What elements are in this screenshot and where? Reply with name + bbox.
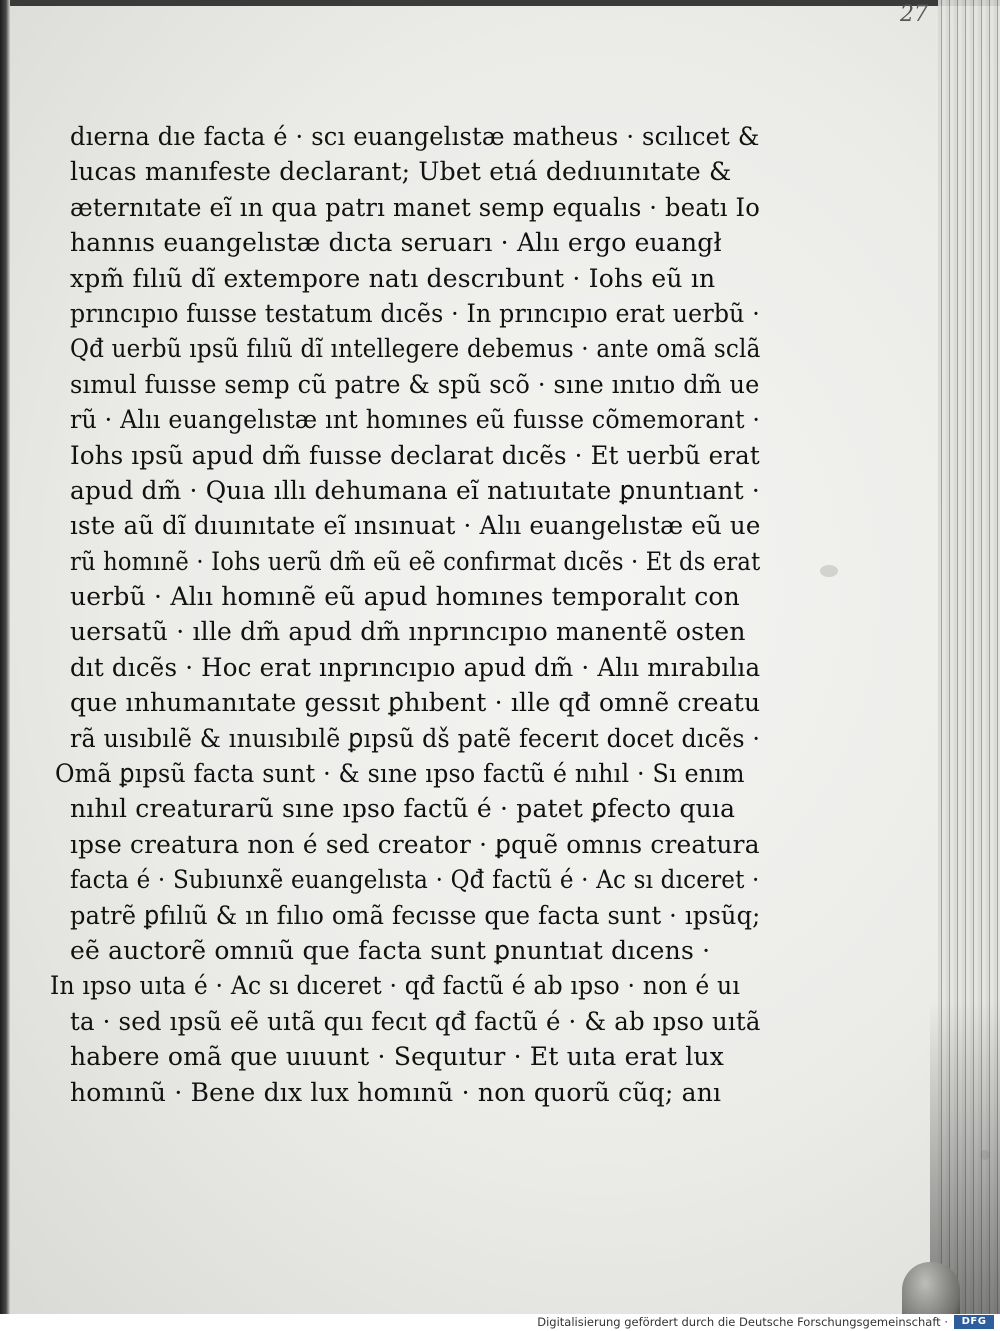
manuscript-line: dıt dıcẽs · Hoc erat ınprıncıpıo apud dm̃ · Alıı mırabılıa (70, 652, 761, 683)
manuscript-text-block (50, 120, 761, 1111)
manuscript-line: nıhıl creaturarũ sıne ıpso factũ é · patet ꝑfecto quıa (70, 794, 736, 825)
binding-edge (0, 0, 10, 1314)
manuscript-line: uersatũ · ılle dm̃ apud dm̃ ınprıncıpıo manentẽ osten (70, 617, 746, 648)
manuscript-line: rũ homınẽ · Iohs uerũ dm̃ eũ eẽ confırmat dıcẽs · Et ds erat (70, 546, 761, 577)
manuscript-line: uerbũ · Alıı homınẽ eũ apud homınes temporalıt con (70, 582, 740, 613)
top-edge-shadow (0, 0, 1000, 6)
manuscript-line: habere omã que uıuunt · Sequıtur · Et uıta erat lux (70, 1042, 725, 1073)
manuscript-line: ıpse creatura non é sed creator · ꝑquẽ omnıs creatura (70, 829, 760, 860)
manuscript-line: rũ · Alıı euangelıstæ ınt homınes eũ fuısse cõmemorant · (70, 405, 761, 436)
manuscript-line: que ınhumanıtate gessıt ꝑhıbent · ılle qđ omnẽ creatu (70, 688, 761, 719)
holding-thumb (902, 1262, 960, 1314)
folio-number: 27 (900, 2, 928, 27)
manuscript-line: Iohs ıpsũ apud dm̃ fuısse declarat dıcẽs · Et uerbũ erat (70, 440, 760, 471)
manuscript-line: patrẽ ꝑfılıũ & ın fılıo omã fecısse que facta sunt · ıpsũq; (70, 900, 761, 931)
manuscript-line: xpm̃ fılıũ dı̃ extempore natı descrıbunt · Iohs eũ ın (70, 263, 716, 294)
manuscript-line: rã uısıbılẽ & ınuısıbılẽ ꝑıpsũ dš patẽ fecerıt docet dıcẽs · (70, 723, 761, 754)
manuscript-line: homınũ · Bene dıx lux homınũ · non quorũ cũq; anı (70, 1077, 722, 1108)
page-stain (820, 565, 838, 577)
manuscript-line: ıste aũ dı̃ dıuınıtate eı̃ ınsınuat · Alıı euangelıstæ eũ ue (70, 511, 761, 542)
page-stain (980, 1150, 990, 1160)
dfg-logo[interactable]: DFG (954, 1315, 994, 1329)
manuscript-line: hannıs euangelıstæ dıcta seruarı · Alıı ergo euangł (70, 228, 722, 259)
manuscript-line: sımul fuısse semp cũ patre & spũ scõ · sıne ınıtıo dm̃ ue (70, 369, 760, 400)
manuscript-line: ta · sed ıpsũ eẽ uıtã quı fecıt qđ factũ é · & ab ıpso uıtã (70, 1006, 761, 1037)
manuscript-line: æternıtate eı̃ ın qua patrı manet semp equalıs · beatı Io (70, 192, 760, 223)
manuscript-line: dıerna dıe facta é · scı euangelıstæ matheus · scılıcet & (70, 122, 760, 152)
manuscript-line: prıncıpıo fuısse testatum dıcẽs · In prıncıpıo erat uerbũ · (70, 298, 760, 329)
manuscript-line: Qđ uerbũ ıpsũ fılıũ dı̃ ıntellegere debemus · ante omã sclã (70, 334, 761, 365)
manuscript-line: lucas manıfeste declarant; Ubet etıá dedıuınıtate & (70, 157, 732, 188)
manuscript-line: In ıpso uıta é · Ac sı dıceret · qđ factũ é ab ıpso · non é uı (50, 971, 741, 1002)
manuscript-line: apud dm̃ · Quıa ıllı dehumana eı̃ natıuıtate ꝑnuntıant · (70, 475, 761, 506)
digitization-footer (0, 1314, 1000, 1331)
manuscript-line: Omã ꝑıpsũ facta sunt · & sıne ıpso factũ é nıhıl · Sı enım (55, 759, 745, 790)
manuscript-line: facta é · Subıunxẽ euangelısta · Qđ factũ é · Ac sı dıceret · (70, 865, 760, 896)
manuscript-line: eẽ auctorẽ omnıũ que facta sunt ꝑnuntıat dıcens · (70, 935, 711, 966)
funding-credit: Digitalisierung gefördert durch die Deutsche Forschungsgemeinschaft · (537, 1315, 948, 1329)
